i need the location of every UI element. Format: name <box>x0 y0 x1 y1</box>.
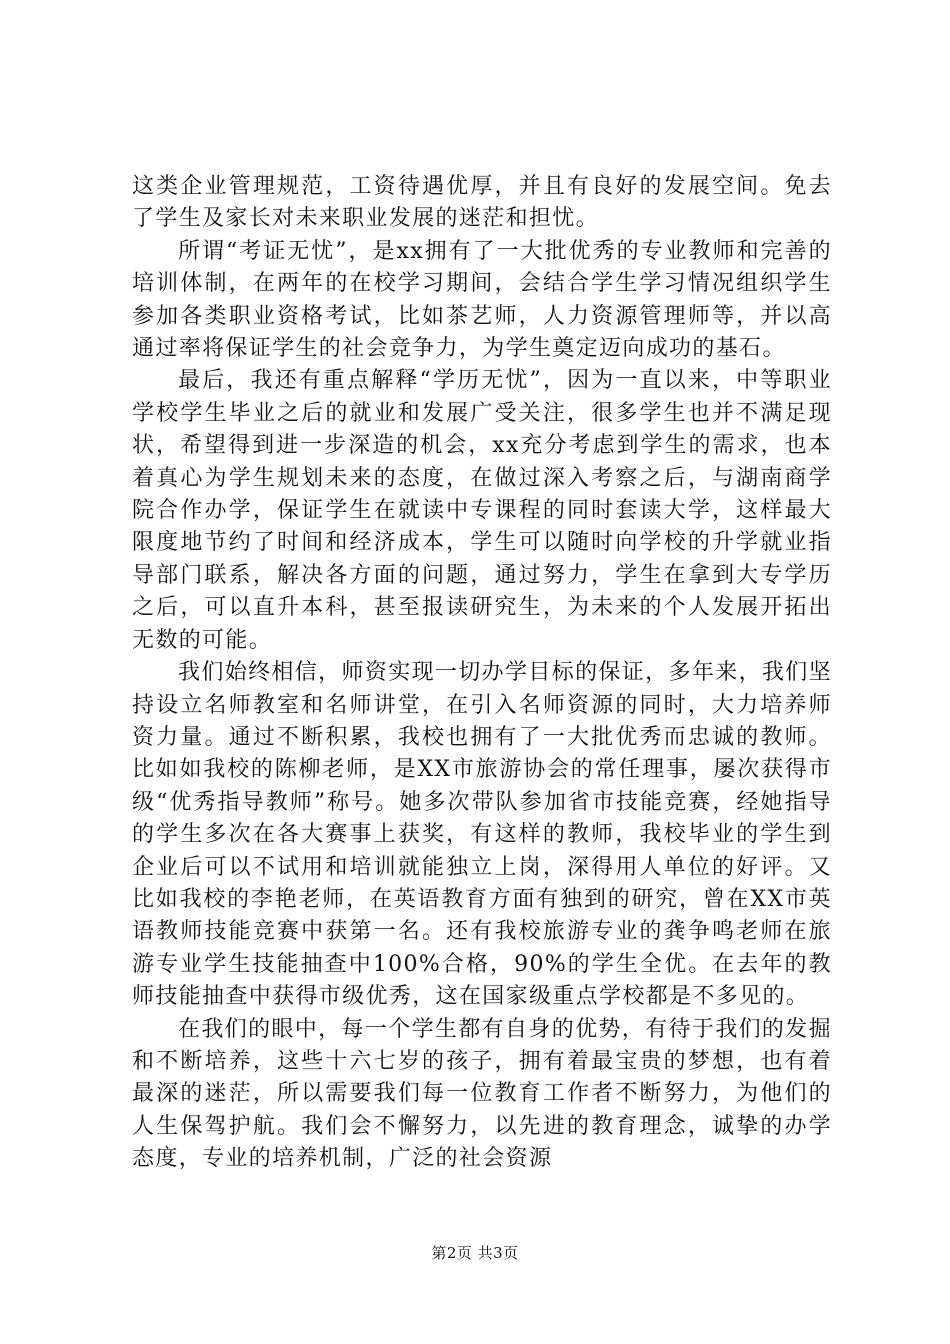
paragraph-certification: 所谓“考证无忧”，是xx拥有了一大批优秀的专业教师和完善的培训体制，在两年的在校学习期间，会结合学生学习情况组织学生参加各类职业资格考试，比如茶艺师，人力资源管理师等，并以高通过率将保证学生的社会竞争力，为学生奠定迈向成功的基石。 <box>132 238 832 362</box>
paragraph-teachers: 我们始终相信，师资实现一切办学目标的保证，多年来，我们坚持设立名师教室和名师讲堂，在引入名师资源的同时，大力培养师资力量。通过不断积累，我校也拥有了一大批优秀而忠诚的教师。比如如我校的陈柳老师，是XX市旅游协会的常任理事，屡次获得市级“优秀指导教师”称号。她多次带队参加省市技能竞赛，经她指导的学生多次在各大赛事上获奖，有这样的教师，我校毕业的学生到企业后可以不试用和培训就能独立上岗，深得用人单位的好评。又比如我校的李艳老师，在英语教育方面有独到的研究，曾在XX市英语教师技能竞赛中获第一名。还有我校旅游专业的龚争鸣老师在旅游专业学生技能抽查中100%合格，90%的学生全优。在去年的教师技能抽查中获得市级优秀，这在国家级重点学校都是不多见的。 <box>132 660 832 1010</box>
paragraph-students: 在我们的眼中，每一个学生都有自身的优势，有待于我们的发掘和不断培养，这些十六七岁的孩子，拥有着最宝贵的梦想，也有着最深的迷茫，所以需要我们每一位教育工作者不断努力，为他们的人生保驾护航。我们会不懈努力，以先进的教育理念，诚挚的办学态度，专业的培养机制，广泛的社会资源 <box>132 1016 832 1172</box>
page-footer: 第2页 共3页 <box>431 1244 519 1262</box>
paragraph-continuation: 这类企业管理规范，工资待遇优厚，并且有良好的发展空间。免去了学生及家长对未来职业发展的迷茫和担忧。 <box>132 174 832 232</box>
paragraph-education: 最后，我还有重点解释“学历无忧”，因为一直以来，中等职业学校学生毕业之后的就业和发展广受关注，很多学生也并不满足现状，希望得到进一步深造的机会，xx充分考虑到学生的需求，也本着真心为学生规划未来的态度，在做过深入考察之后，与湖南商学院合作办学，保证学生在就读中专课程的同时套读大学，这样最大限度地节约了时间和经济成本，学生可以随时向学校的升学就业指导部门联系，解决各方面的问题，通过努力，学生在拿到大专学历之后，可以直升本科，甚至报读研究生，为未来的个人发展开拓出无数的可能。 <box>132 368 832 653</box>
document-body <box>132 171 832 1176</box>
